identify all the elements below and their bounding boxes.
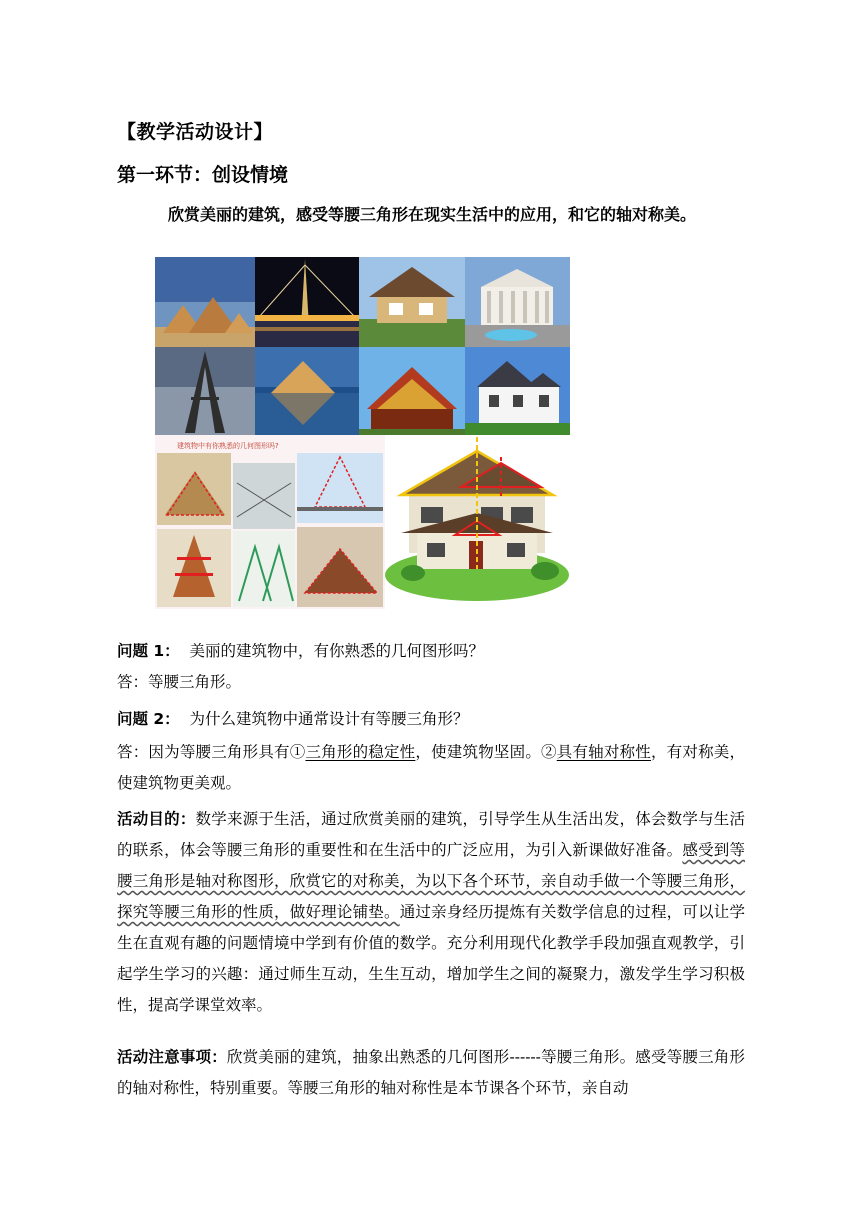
building-photo-collage bbox=[155, 257, 570, 609]
night-bridge-photo bbox=[255, 257, 359, 347]
question-2-label: 问题 2： bbox=[117, 710, 180, 728]
question-2-text: 为什么建筑物中通常设计有等腰三角形？ bbox=[189, 710, 469, 728]
section-title: 【教学活动设计】 bbox=[117, 121, 274, 143]
neoclassical-building-photo bbox=[465, 257, 570, 347]
activity-purpose-label: 活动目的： bbox=[117, 810, 196, 828]
answer-1: 答：等腰三角形。 bbox=[117, 673, 242, 691]
activity-purpose-text-2: 通过亲身经历提炼有关数学信息的过程，可以让学生在直观有趣的问题情境中学到有价值的数学。充分利用现代化教学手段加强直观教学，引起学生学习的兴趣：通过师生互动，生生互动，增加学生之间的凝聚力，激发学生学习积极性，提高学课堂效率。 bbox=[117, 903, 745, 1014]
house-symmetry-illustration bbox=[385, 435, 570, 609]
question-2 bbox=[117, 704, 745, 735]
pyramids-photo bbox=[155, 257, 255, 347]
question-1-text: 美丽的建筑物中，有你熟悉的几何图形吗？ bbox=[189, 642, 485, 660]
activity-notes-text: 欣赏美丽的建筑，抽象出熟悉的几何图形------等腰三角形。感受等腰三角形的轴对称性，特别重要。等腰三角形的轴对称性是本节课各个环节，亲自动 bbox=[117, 1048, 745, 1097]
question-1-label: 问题 1： bbox=[117, 642, 180, 660]
answer-2-symmetry: 具有轴对称性 bbox=[556, 743, 651, 761]
activity-purpose-emphasis: 感受到等腰三角形是轴对称图形，欣赏它的对称美，为以下各个环节，亲自动手做一个等腰三角形，探究等腰三角形的性质，做好理论铺垫。 bbox=[117, 841, 745, 921]
slide-caption: 建筑物中有你熟悉的几何图形吗? bbox=[177, 442, 279, 450]
eiffel-tower-photo bbox=[155, 347, 255, 435]
activity-purpose bbox=[117, 804, 745, 1021]
intro-paragraph: 欣赏美丽的建筑，感受等腰三角形在现实生活中的应用，和它的轴对称美。 bbox=[168, 205, 697, 224]
stage-title: 第一环节：创设情境 bbox=[117, 164, 289, 186]
answer-2-prefix: 答：因为等腰三角形具有① bbox=[117, 743, 306, 761]
activity-purpose-text-1: 数学来源于生活，通过欣赏美丽的建筑，引导学生从生活出发，体会数学与生活的联系，体会等腰三角形的重要性和在生活中的广泛应用，为引入新课做好准备。 bbox=[117, 810, 745, 859]
question-1 bbox=[117, 636, 745, 667]
activity-notes-label: 活动注意事项： bbox=[117, 1048, 227, 1066]
bungalow-photo bbox=[359, 257, 465, 347]
geometry-shapes-slide bbox=[155, 435, 385, 609]
white-house-photo bbox=[465, 347, 570, 435]
answer-2-mid: ，使建筑物坚固。② bbox=[415, 743, 557, 761]
answer-2-suffix: ，有对称美，使建筑物更美观。 bbox=[117, 743, 745, 792]
louvre-pyramid-photo bbox=[255, 347, 359, 435]
answer-2 bbox=[117, 737, 745, 799]
activity-notes bbox=[117, 1042, 745, 1104]
thai-temple-photo bbox=[359, 347, 465, 435]
answer-2-stability: 三角形的稳定性 bbox=[305, 743, 416, 761]
